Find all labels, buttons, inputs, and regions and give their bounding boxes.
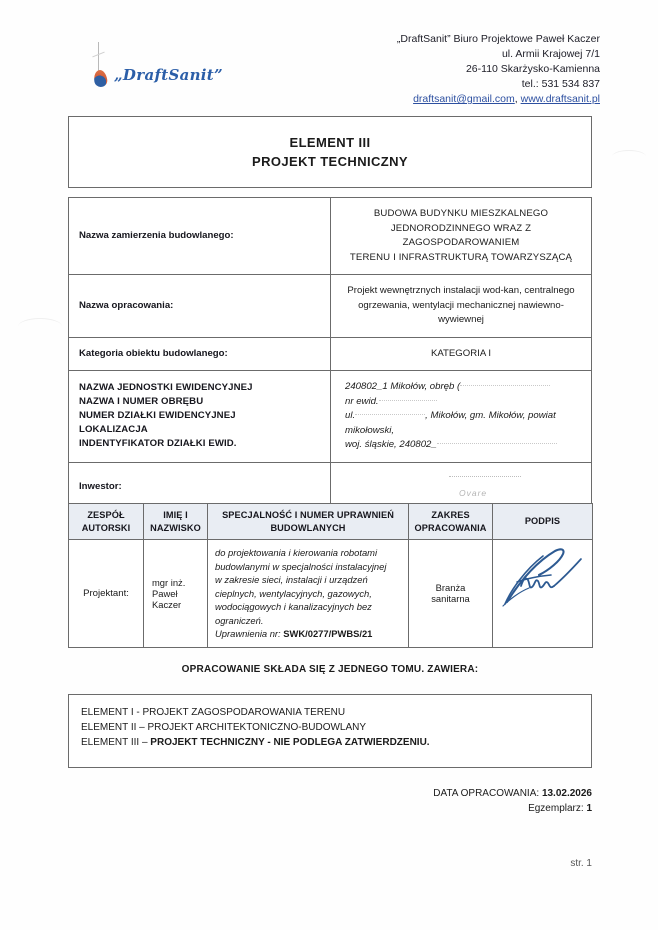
info-label-intent: Nazwa zamierzenia budowlanego: (69, 198, 331, 275)
intent-line-1: BUDOWA BUDYNKU MIESZKALNEGO (373, 208, 549, 219)
info-value-cadastral (331, 371, 592, 463)
scope-header-line-1: ZAKRES (431, 510, 470, 520)
column-header-name (144, 504, 208, 540)
contents-heading: OPRACOWANIE SKŁADA SIĘ Z JEDNEGO TOMU. ZAWIERA: (181, 664, 479, 675)
cadastral-prefix-1: 240802_1 Mikołów, obręb ( (345, 381, 461, 392)
info-label-category: Kategoria obiektu budowlanego: (69, 337, 331, 371)
author-signature-cell (493, 540, 593, 648)
letterhead (0, 32, 658, 112)
info-label-study: Nazwa opracowania: (69, 275, 331, 338)
footer-metadata (433, 786, 592, 816)
scope-header-line-2: OPRACOWANIA (414, 522, 487, 533)
links-separator: , (514, 93, 521, 105)
spec-line-1: do projektowania i kierowania robotami (215, 547, 378, 558)
author-specialty (208, 540, 409, 648)
email-link[interactable]: draftsanit@gmail.com (413, 93, 515, 105)
cadastral-prefix-4: woj. śląskie, 240802_ (345, 439, 437, 450)
table-row (69, 371, 592, 463)
preparation-date (433, 786, 592, 801)
cadastral-suffix-3: , Mikołów, gm. Mikołów, powiat mikołowski, (345, 410, 556, 436)
table-row (69, 198, 592, 275)
name-header-line-2: NAZWISKO (150, 522, 201, 533)
investor-ghost-line (449, 476, 521, 477)
company-name: „DraftSanit” Biuro Projektowe Paweł Kaczer (396, 33, 600, 45)
spec-line-4: cieplnych, wentylacyjnych, gazowych, (215, 587, 372, 599)
scan-artifact-top-right (612, 150, 646, 163)
investor-ghost-text: Ovare (459, 487, 488, 498)
preparation-date-label: DATA OPRACOWANIA: (433, 788, 542, 799)
company-links (397, 92, 600, 107)
company-logo (88, 40, 238, 104)
table-header-row (69, 504, 593, 540)
scan-artifact-left (18, 318, 62, 335)
cadastral-label-1: NAZWA JEDNOSTKI EWIDENCYJNEJ (79, 382, 253, 394)
preparation-date-value: 13.02.2026 (541, 788, 592, 799)
contents-item-2: ELEMENT II – PROJEKT ARCHITEKTONICZNO-BUDOWLANY (81, 722, 367, 733)
cadastral-line-2 (345, 395, 581, 410)
team-header-line-1: ZESPÓŁ (87, 510, 125, 520)
cadastral-label-2: NAZWA I NUMER OBRĘBU (79, 396, 204, 408)
contents-item-1: ELEMENT I - PROJEKT ZAGOSPODAROWANIA TERENU (81, 707, 346, 718)
copy-number (433, 801, 592, 816)
cadastral-label-4: LOKALIZACJA (79, 424, 148, 436)
company-city: 26-110 Skarżysko-Kamienna (465, 63, 600, 75)
license-label: Uprawnienia nr: (215, 628, 281, 639)
license-line (215, 627, 401, 641)
specialty-header-line-2: BUDOWLANYCH (270, 522, 346, 533)
info-value-intent (331, 198, 592, 275)
cadastral-line-1 (345, 380, 581, 395)
signature-header-line-1: PODPIS (524, 516, 561, 527)
page-number: str. 1 (570, 858, 592, 869)
cadastral-prefix-2: nr ewid. (345, 395, 379, 407)
company-street: ul. Armii Krajowej 7/1 (501, 48, 600, 60)
specialty-header-line-1: SPECJALNOŚĆ I NUMER UPRAWNIEŃ (222, 510, 394, 520)
license-number: SWK/0277/PWBS/21 (283, 628, 373, 639)
project-info-table (68, 197, 592, 512)
cadastral-prefix-3: ul. (345, 410, 356, 421)
contents-item-3-prefix: ELEMENT III – (81, 737, 151, 748)
intent-line-2: JEDNORODZINNEGO WRAZ Z ZAGOSPODAROWANIEM (390, 222, 532, 248)
spec-line-5: wodociągowych i kanalizacyjnych bez (215, 601, 372, 612)
cadastral-label-3: NUMER DZIAŁKI EWIDENCYJNEJ (79, 410, 236, 422)
document-title (252, 133, 408, 171)
intent-line-3: TERENU I INFRASTRUKTURĄ TOWARZYSZĄCĄ (349, 251, 573, 263)
table-row (69, 540, 593, 648)
contents-item-3-emphasis: PROJEKT TECHNICZNY - NIE PODLEGA ZATWIERDZENIU. (150, 737, 430, 748)
cadastral-line-4 (345, 438, 581, 453)
info-label-cadastral (69, 371, 331, 463)
column-header-signature (493, 504, 593, 540)
author-name-line-2: Paweł Kaczer (152, 587, 182, 610)
column-header-scope (409, 504, 493, 540)
column-header-specialty (208, 504, 409, 540)
document-title-box (68, 116, 592, 188)
copy-number-value: 1 (586, 803, 592, 814)
company-address-block (397, 32, 600, 107)
spec-line-2: budowlanymi w specjalności instalacyjnej (215, 560, 387, 572)
handwritten-signature-icon (499, 542, 587, 614)
title-line-1: ELEMENT III (289, 135, 371, 150)
authors-signature-table (68, 503, 592, 648)
contents-box (68, 694, 592, 768)
column-header-team (69, 504, 144, 540)
redacted-investor-area (341, 472, 581, 502)
author-scope: Branża sanitarna (409, 540, 493, 648)
logo-stem-icon (98, 42, 99, 72)
author-name (144, 540, 208, 648)
water-drop-icon (93, 69, 108, 88)
team-header-line-2: AUTORSKI (81, 522, 131, 533)
spec-line-3: w zakresie sieci, instalacji i urządzeń (215, 574, 368, 585)
company-phone: tel.: 531 534 837 (521, 78, 600, 90)
info-value-study (331, 275, 592, 338)
cadastral-line-3 (345, 409, 581, 438)
study-line-1: Projekt wewnętrznych instalacji wod-kan, centralnego (347, 285, 575, 296)
cadastral-label-5: INDENTYFIKATOR DZIAŁKI EWID. (79, 438, 237, 450)
website-link[interactable]: www.draftsanit.pl (520, 93, 600, 105)
author-name-line-1: mgr inż. (152, 576, 186, 588)
title-line-2: PROJEKT TECHNICZNY (252, 154, 408, 169)
name-header-line-1: IMIĘ I (163, 510, 188, 520)
spec-line-6: ograniczeń. (215, 614, 264, 626)
info-label-investor: Inwestor: (69, 462, 331, 511)
study-line-2: ogrzewania, wentylacji mechanicznej nawiewno-wywiewnej (358, 299, 564, 325)
copy-number-label: Egzemplarz: (528, 803, 587, 814)
table-row (69, 337, 592, 371)
contents-item-3 (81, 735, 579, 750)
info-value-category: KATEGORIA I (331, 337, 592, 371)
logo-wordmark: „DraftSanit” (114, 66, 223, 84)
author-role: Projektant: (69, 540, 144, 648)
table-row (69, 275, 592, 338)
